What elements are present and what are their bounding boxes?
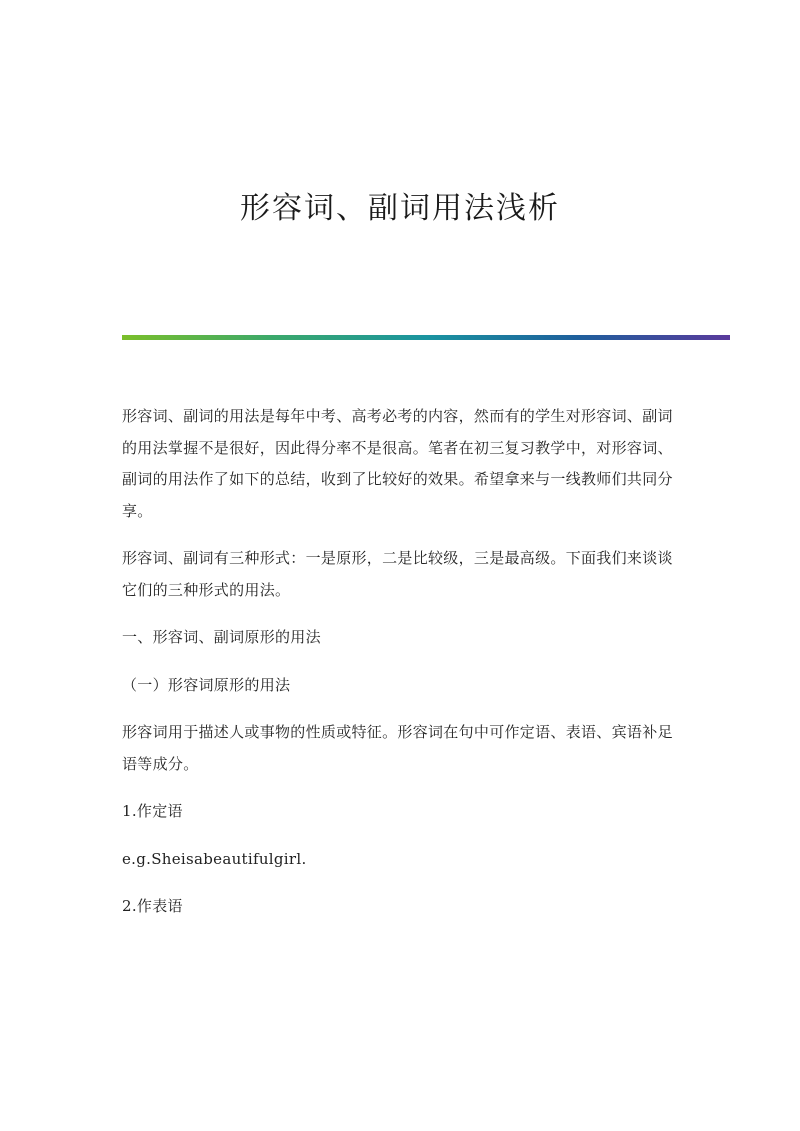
document-body [122,401,682,939]
paragraph-adjective-usage: 形容词用于描述人或事物的性质或特征。形容词在句中可作定语、表语、宾语补足语等成分。 [122,723,673,773]
paragraph-intro: 形容词、副词的用法是每年中考、高考必考的内容，然而有的学生对形容词、副词的用法掌握不是很好，因此得分率不是很高。笔者在初三复习教学中，对形容词、副词的用法作了如下的总结，收到了比较好的效果。希望拿来与一线教师们共同分享。 [122,407,673,520]
document-title: 形容词、副词用法浅析 [240,191,560,226]
subsection-heading-1: （一）形容词原形的用法 [122,675,291,694]
example-sentence: e.g.Sheisabeautifulgirl. [122,849,307,868]
list-item-predicative: 2.作表语 [122,897,183,915]
section-heading-1: 一、形容词、副词原形的用法 [122,628,321,646]
title-divider [122,335,730,340]
list-item-attributive: 1.作定语 [122,802,183,820]
paragraph-forms: 形容词、副词有三种形式：一是原形，二是比较级，三是最高级。下面我们来谈谈它们的三种形式的用法。 [122,549,673,599]
